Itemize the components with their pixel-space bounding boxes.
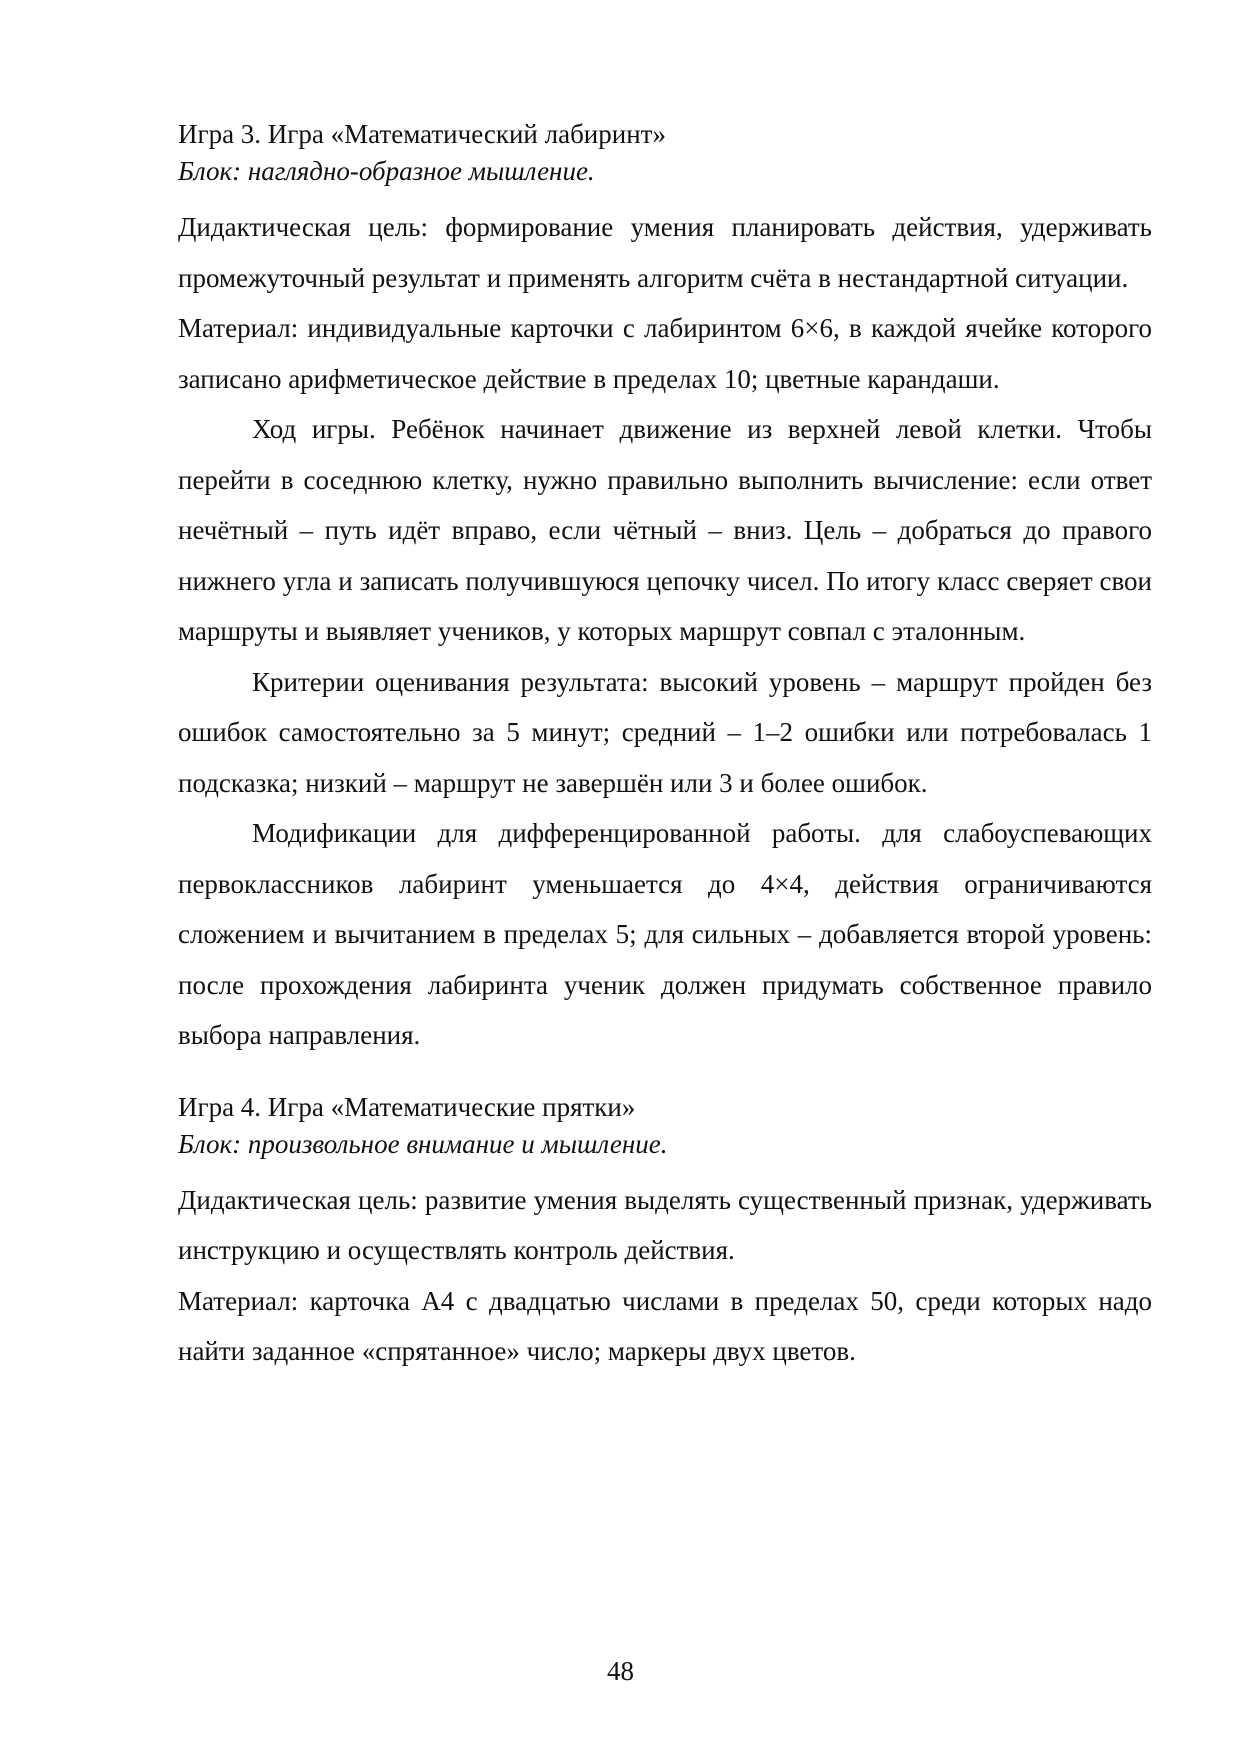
game-3-criteria: Критерии оценивания результата: высокий уровень – маршрут пройден без ошибок самостоятельно за 5 минут; средний – 1–2 ошибки или потребовалась 1 подсказка; низкий – маршрут не завершён или 3 и более ошибок. bbox=[178, 666, 1152, 798]
game-3-material: Материал: индивидуальные карточки с лабиринтом 6×6, в каждой ячейке которого записано арифметическое действие в пределах 10; цветные карандаши. bbox=[178, 313, 1152, 394]
game-3-progress: Ход игры. Ребёнок начинает движение из верхней левой клетки. Чтобы перейти в соседнюю клетку, нужно правильно выполнить вычисление: если ответ нечётный – путь идёт вправо, если чётный – вниз. Цель – добраться до правого нижнего угла и записать получившуюся цепочку чисел. По итогу класс сверяет свои маршруты и выявляет учеников, у которых маршрут совпал с эталонным. bbox=[178, 414, 1152, 646]
game-4-goal: Дидактическая цель: развитие умения выделять существенный признак, удерживать инструкцию и осуществлять контроль действия. bbox=[178, 1184, 1152, 1265]
game-4-title: Игра 4. Игра «Математические прятки» bbox=[178, 1091, 636, 1122]
game-3-title: Игра 3. Игра «Математический лабиринт» bbox=[178, 119, 666, 149]
game-3-block: Блок: наглядно-образное мышление. bbox=[178, 156, 595, 186]
game-4-block: Блок: произвольное внимание и мышление. bbox=[178, 1128, 668, 1159]
game-4-section bbox=[178, 1089, 1152, 1377]
game-3-section bbox=[178, 116, 1152, 1061]
game-3-goal: Дидактическая цель: формирование умения планировать действия, удерживать промежуточный результат и применять алгоритм счёта в нестандартной ситуации. bbox=[178, 212, 1152, 293]
page-number: 48 bbox=[607, 1656, 634, 1686]
document-page bbox=[178, 116, 1152, 1377]
game-4-material: Материал: карточка А4 с двадцатью числами в пределах 50, среди которых надо найти заданное «спрятанное» число; маркеры двух цветов. bbox=[178, 1285, 1152, 1366]
game-3-modifications: Модификации для дифференцированной работы. для слабоуспевающих первоклассников лабиринт уменьшается до 4×4, действия ограничиваются сложением и вычитанием в пределах 5; для сильных – добавляется второй уровень: после прохождения лабиринта ученик должен придумать собственное правило выбора направления. bbox=[178, 818, 1152, 1050]
section-gap bbox=[178, 1061, 1152, 1089]
